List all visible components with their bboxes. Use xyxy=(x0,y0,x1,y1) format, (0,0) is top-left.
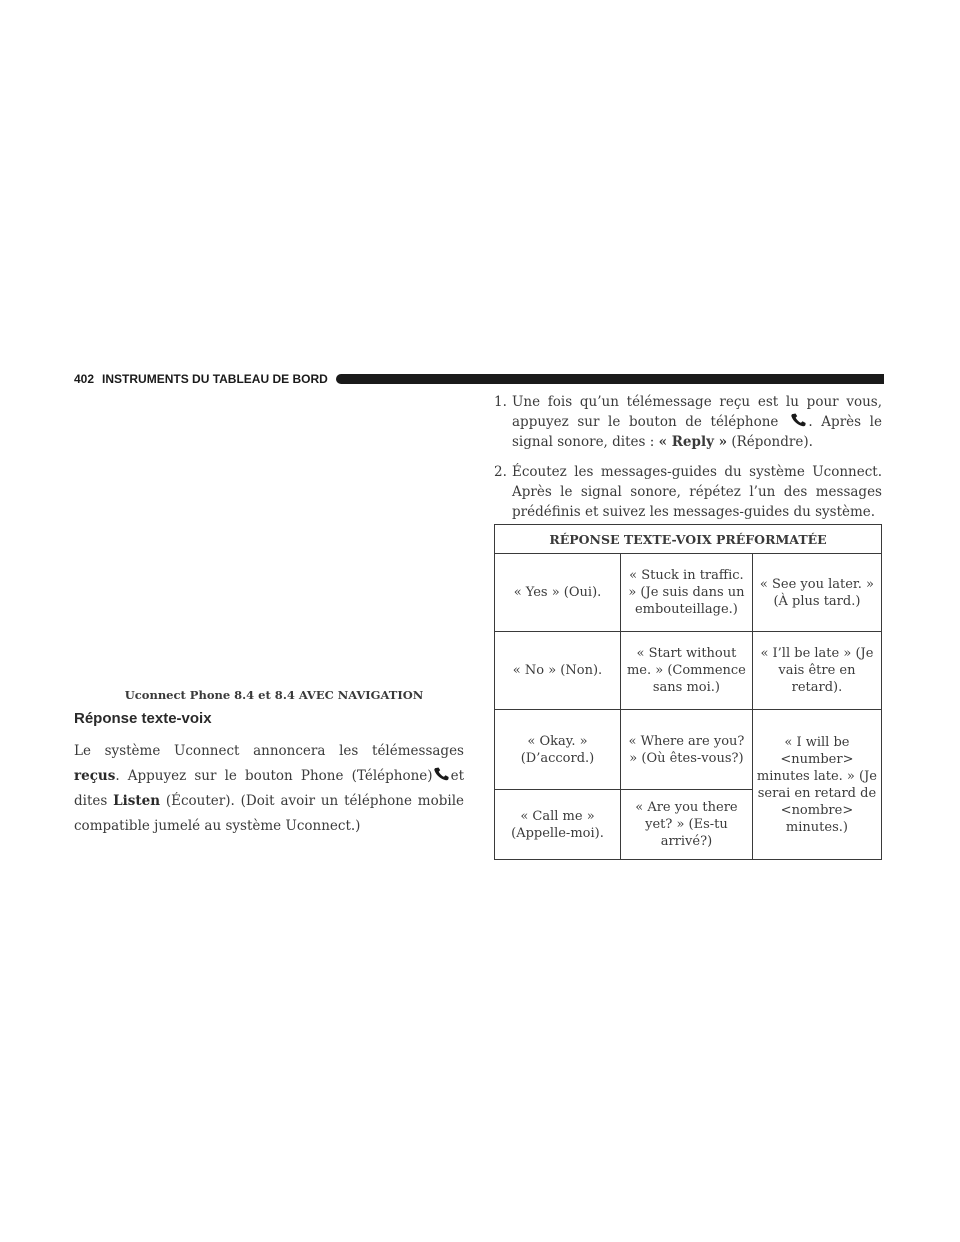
step-number: 1. xyxy=(494,394,507,410)
intro-paragraph xyxy=(74,739,464,839)
para-bold-listen: Listen xyxy=(113,793,161,809)
step-2 xyxy=(494,462,882,522)
step-1-reply: « Reply » xyxy=(658,434,728,450)
table-row xyxy=(495,710,882,790)
step-text xyxy=(512,392,882,452)
table-cell: « Yes » (Oui). xyxy=(495,554,621,632)
table-cell: « Stuck in traffic. » (Je suis dans un embouteillage.) xyxy=(620,554,752,632)
table-cell: « Start without me. » (Commence sans moi.) xyxy=(620,632,752,710)
table-cell: « Where are you? » (Où êtes-vous?) xyxy=(620,710,752,790)
table-cell: « I will be <number> minutes late. » (Je serai en retard de <nombre> minutes.) xyxy=(752,710,881,860)
table-title: RÉPONSE TEXTE-VOIX PRÉFORMATÉE xyxy=(495,525,882,554)
table-cell: « I’ll be late » (Je vais être en retard). xyxy=(752,632,881,710)
para-text-4: (Écouter). (Doit avoir un téléphone mobile compatible jumelé au système Uconnect.) xyxy=(74,793,465,834)
phone-icon xyxy=(790,413,808,427)
left-column xyxy=(74,688,464,839)
step-1-text-3: (Répondre). xyxy=(727,434,813,450)
page-number: 402 xyxy=(74,372,95,386)
step-number: 2. xyxy=(494,464,507,480)
section-title: INSTRUMENTS DU TABLEAU DE BORD xyxy=(102,372,328,386)
table-row xyxy=(495,632,882,710)
table-header-row xyxy=(495,525,882,554)
header-rule xyxy=(336,374,884,384)
step-text: Écoutez les messages-guides du système Uconnect. Après le signal sonore, répétez l’un des messages prédéfinis et suivez les messages-guides du système. xyxy=(512,464,882,520)
step-1-text-1: Une fois qu’un télémessage reçu est lu pour vous, appuyez sur le bouton de téléphone xyxy=(512,394,882,430)
page-header xyxy=(74,368,884,390)
subsection-label: Uconnect Phone 8.4 et 8.4 AVEC NAVIGATION xyxy=(124,688,424,702)
para-text-3: et dites xyxy=(74,768,464,809)
table-cell: « No » (Non). xyxy=(495,632,621,710)
para-text-2: . Appuyez sur le bouton Phone (Téléphone) xyxy=(115,768,433,784)
phone-icon xyxy=(433,767,451,781)
table-cell: « Call me » (Appelle-moi). xyxy=(495,790,621,860)
para-text-1: Le système Uconnect annoncera les télémessages xyxy=(74,743,464,759)
preformatted-response-table xyxy=(494,524,882,860)
steps-list xyxy=(494,392,882,532)
table-cell: « See you later. » (À plus tard.) xyxy=(752,554,881,632)
section-heading: Réponse texte-voix xyxy=(74,710,212,727)
table-cell: « Are you there yet? » (Es-tu arrivé?) xyxy=(620,790,752,860)
step-1-text-2: . Après le signal sonore, dites : xyxy=(512,414,882,450)
para-bold-recus: reçus xyxy=(74,768,116,784)
step-1 xyxy=(494,392,882,452)
table-cell: « Okay. » (D’accord.) xyxy=(495,710,621,790)
table-row xyxy=(495,554,882,632)
